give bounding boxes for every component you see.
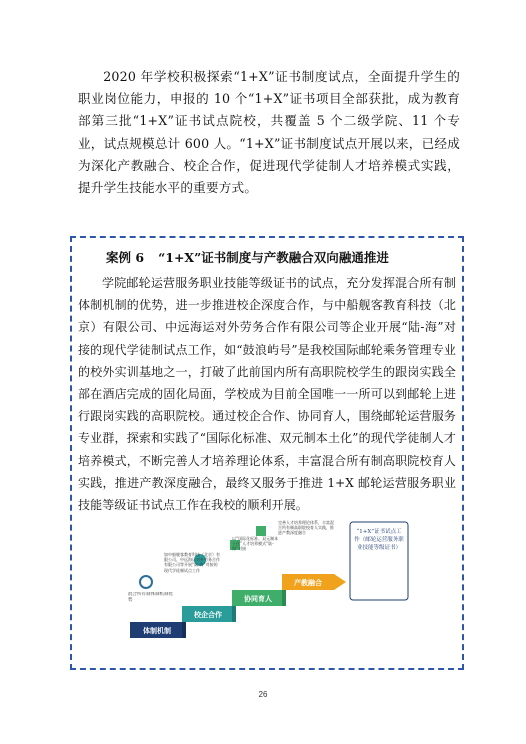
case-heading: “1+X”证书制度与产教融合双向融通推进 — [158, 250, 389, 265]
case-body — [78, 272, 456, 516]
caption-2: 如中船舰客教育科技（北京）有限公司、中远海运对外劳务合作有限公司等开展“陆-海”对接的现代学徒制试点工作 — [164, 552, 220, 573]
caption-3: 以“国际化标准、双元制本土化”人才培养模式“陆-海”对接 — [232, 536, 279, 552]
staircase-figure — [128, 516, 418, 644]
arrow-right-icon — [334, 574, 346, 590]
page-number: 26 — [258, 690, 268, 699]
step-label-1: 体制机制 — [143, 627, 171, 635]
case-body-text: 学院邮轮运营服务职业技能等级证书的试点，充分发挥混合所有制体制机制的优势，进一步推进校企深度合作，与中船舰客教育科技（北京）有限公司、中远海运对外劳务合作有限公司等企业开展“陆-海”对接的现代学徒制试点工作，如“鼓浪屿号”是我校国际邮轮乘务管理专业的校外实训基地之一，打破了此前国内所有高职院校学生的跟岗实践全部在酒店完成的固化局面，学校成为目前全国唯一一所可以到邮轮上进行跟岗实践的高职院校。通过校企合作、协同育人，围绕邮轮运营服务专业群，探索和实践了“国际化标准、双元制本土化”的现代学徒制人才培养模式，不断完善人才培养理论体系，丰富混合所有制高职院校育人实践，推进产教深度融合，最终又服务于推进 1+X 邮轮运营服务职业技能等级证书试点工作在我校的顺利开展。 — [78, 276, 456, 513]
step-label-2: 校企合作 — [194, 611, 222, 619]
caption-4: 完善人才培养理论体系，丰富混合所有制高职院校育人实践，推进产教深度融合 — [278, 520, 334, 536]
gear-icon — [140, 576, 152, 588]
intro-text: 2020 年学校积极探索“1+X”证书制度试点，全面提升学生的职业岗位能力，申报的 10 个“1+X”证书项目全部获批，成为教育部第三批“1+X”证书试点院校，共覆盖 5 个二级学院、11 个专业，试点规模总计 600 人。“1+X”证书制度试点开展以来，已经成为深化产教融合、校企合作，促进现代学徒制人才培养模式实践，提升学生技能水平的重要方式。 — [78, 69, 460, 196]
step-label-3: 协同育人 — [244, 595, 272, 603]
case-label: 案例 6 — [106, 250, 145, 265]
chart-icon — [256, 526, 266, 536]
case-title — [106, 248, 403, 266]
certificate-box-text: “1+X”证书试点工作（邮轮运营服务职业技能等级证书） — [354, 529, 404, 551]
caption-1: 混合所有制体制机制优势 — [128, 592, 173, 603]
staircase-diagram — [128, 516, 418, 644]
intro-paragraph — [78, 66, 460, 199]
step-label-4: 产教融合 — [294, 579, 322, 587]
